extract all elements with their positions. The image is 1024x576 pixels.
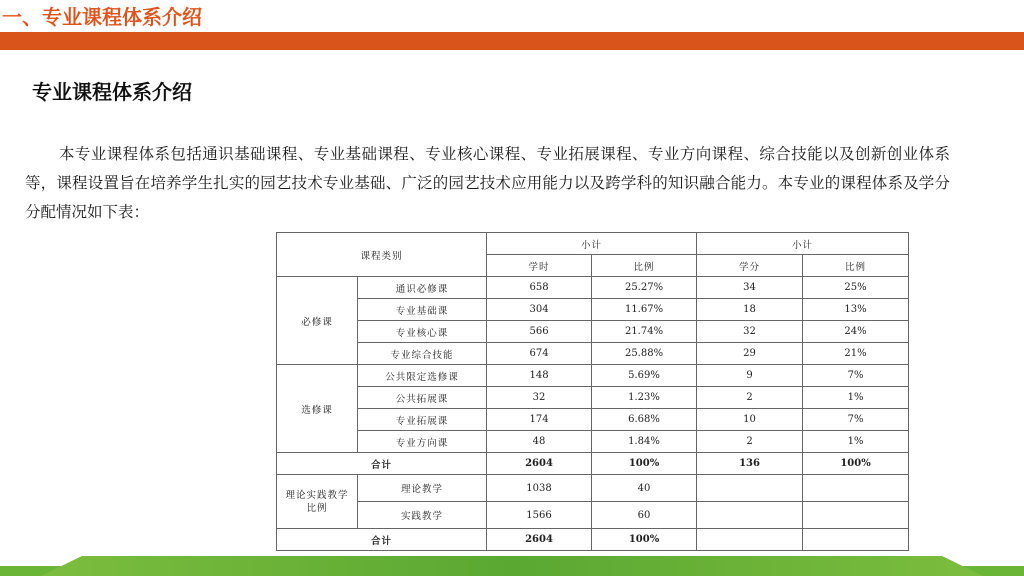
row-hours: 304 (487, 299, 592, 321)
table-row (277, 343, 909, 365)
header-subtotal-credits: 小计 (697, 233, 909, 255)
row-hours: 566 (487, 321, 592, 343)
header-credits: 学分 (697, 255, 803, 277)
row-hours: 148 (487, 365, 592, 387)
row-hours: 174 (487, 409, 592, 431)
row-credits-ratio: 21% (803, 343, 909, 365)
row-hours: 658 (487, 277, 592, 299)
empty-cell (803, 529, 909, 551)
row-hours: 1566 (487, 502, 592, 529)
empty-cell (803, 475, 909, 502)
header-hours: 学时 (487, 255, 592, 277)
total-credits: 136 (697, 453, 803, 475)
row-hours: 48 (487, 431, 592, 453)
table-row (277, 431, 909, 453)
row-hours-ratio: 6.68% (592, 409, 697, 431)
row-credits-ratio: 1% (803, 387, 909, 409)
total-hours-ratio: 100% (592, 453, 697, 475)
empty-cell (697, 529, 803, 551)
total-row (277, 529, 909, 551)
row-credits: 18 (697, 299, 803, 321)
row-name: 专业方向课 (358, 431, 487, 453)
row-credits-ratio: 7% (803, 365, 909, 387)
row-hours-ratio: 21.74% (592, 321, 697, 343)
table-header-row (277, 233, 909, 255)
row-hours-ratio: 25.27% (592, 277, 697, 299)
total-credits-ratio: 100% (803, 453, 909, 475)
row-credits: 2 (697, 431, 803, 453)
total-hours: 2604 (487, 529, 592, 551)
total-hours: 2604 (487, 453, 592, 475)
group-practice: 理论实践教学比例 (277, 475, 358, 529)
row-credits: 2 (697, 387, 803, 409)
empty-cell (803, 502, 909, 529)
footer-decoration (0, 556, 1024, 576)
row-ratio: 60 (592, 502, 697, 529)
row-name: 通识必修课 (358, 277, 487, 299)
row-hours-ratio: 5.69% (592, 365, 697, 387)
header-hours-ratio: 比例 (592, 255, 697, 277)
row-name: 专业基础课 (358, 299, 487, 321)
table-row (277, 365, 909, 387)
row-hours-ratio: 25.88% (592, 343, 697, 365)
row-credits: 10 (697, 409, 803, 431)
row-credits: 32 (697, 321, 803, 343)
row-name: 公共拓展课 (358, 387, 487, 409)
table-row (277, 409, 909, 431)
row-ratio: 40 (592, 475, 697, 502)
row-name: 实践教学 (358, 502, 487, 529)
header-category: 课程类别 (277, 233, 487, 277)
row-name: 专业综合技能 (358, 343, 487, 365)
row-credits-ratio: 13% (803, 299, 909, 321)
header-subtotal-hours: 小计 (487, 233, 697, 255)
row-hours-ratio: 1.84% (592, 431, 697, 453)
table-row (277, 502, 909, 529)
total-row (277, 453, 909, 475)
row-credits: 29 (697, 343, 803, 365)
row-name: 公共限定选修课 (358, 365, 487, 387)
row-hours: 32 (487, 387, 592, 409)
row-credits: 34 (697, 277, 803, 299)
table-row (277, 387, 909, 409)
header-title: 一、专业课程体系介绍 (2, 5, 202, 29)
row-credits: 9 (697, 365, 803, 387)
row-hours: 674 (487, 343, 592, 365)
row-name: 理论教学 (358, 475, 487, 502)
total-label: 合计 (277, 453, 487, 475)
row-credits-ratio: 24% (803, 321, 909, 343)
table-row (277, 299, 909, 321)
row-hours-ratio: 11.67% (592, 299, 697, 321)
total-ratio: 100% (592, 529, 697, 551)
group-elective: 选修课 (277, 365, 358, 453)
empty-cell (697, 502, 803, 529)
row-credits-ratio: 7% (803, 409, 909, 431)
row-credits-ratio: 25% (803, 277, 909, 299)
header-bar (0, 32, 1024, 50)
group-required: 必修课 (277, 277, 358, 365)
header-credits-ratio: 比例 (803, 255, 909, 277)
section-title: 专业课程体系介绍 (32, 80, 192, 104)
empty-cell (697, 475, 803, 502)
credits-table (276, 232, 909, 551)
total-label: 合计 (277, 529, 487, 551)
table-row (277, 321, 909, 343)
row-hours: 1038 (487, 475, 592, 502)
intro-paragraph: 本专业课程体系包括通识基础课程、专业基础课程、专业核心课程、专业拓展课程、专业方向课程、综合技能以及创新创业体系等，课程设置旨在培养学生扎实的园艺技术专业基础、广泛的园艺技术应用能力以及跨学科的知识融合能力。本专业的课程体系及学分分配情况如下表： (25, 145, 950, 221)
table-row (277, 277, 909, 299)
row-credits-ratio: 1% (803, 431, 909, 453)
table-row (277, 475, 909, 502)
row-name: 专业拓展课 (358, 409, 487, 431)
row-name: 专业核心课 (358, 321, 487, 343)
row-hours-ratio: 1.23% (592, 387, 697, 409)
